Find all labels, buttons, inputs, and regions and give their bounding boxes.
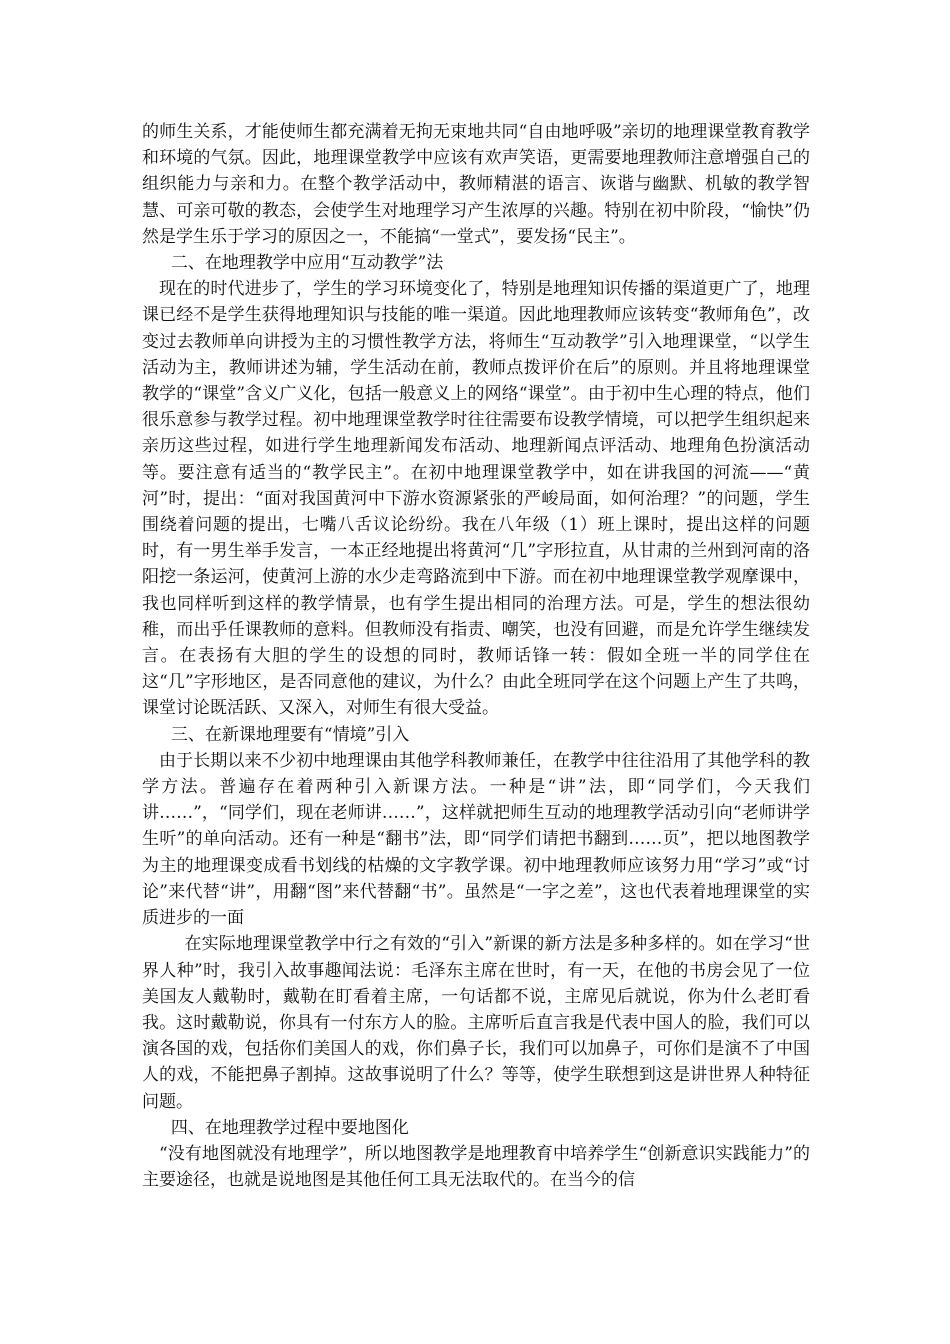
paragraph-interactive: 现在的时代进步了，学生的学习环境变化了，特别是地理知识传播的渠道更广了，地理课已经不是学生获得地理知识与技能的唯一渠道。因此地理教师应该转变“教师角色”，改变过去教师单向讲授为主的习惯性教学方法，将师生“互动教学”引入地理课堂，“以学生活动为主，教师讲述为辅，学生活动在前，教师点拨评价在后”的原则。并且将地理课堂教学的“课堂”含义广义化，包括一般意义上的网络“课堂”。由于初中生心理的特点，他们很乐意参与教学过程。初中地理课堂教学时往往需要布设教学情境，可以把学生组织起来亲历这些过程，如进行学生地理新闻发布活动、地理新闻点评活动、地理角色扮演活动等。要注意有适当的“教学民主”。在初中地理课堂教学中，如在讲我国的河流——“黄河”时，提出：“面对我国黄河中下游水资源紧张的严峻局面，如何治理？”的问题，学生围绕着问题的提出，七嘴八舌议论纷纷。我在八年级（1）班上课时，提出这样的问题时，有一男生举手发言，一本正经地提出将黄河“几”字形拉直，从甘肃的兰州到河南的洛阳挖一条运河，使黄河上游的水少走弯路流到中下游。而在初中地理课堂教学观摩课中，我也同样听到这样的教学情景，也有学生提出相同的治理方法。可是，学生的想法很幼稚，而出乎任课教师的意料。但教师没有指责、嘲笑，也没有回避，而是允许学生继续发言。在表扬有大胆的学生的设想的同时，教师话锋一转：假如全班一半的同学住在这“几”字形地区，是否同意他的建议，为什么？由此全班同学在这个问题上产生了共鸣，课堂讨论既活跃、又深入，对师生有很大受益。 (142, 279, 810, 719)
section-heading-2: 二、在地理教学中应用“互动教学”法 (170, 253, 444, 274)
paragraph-situation: 由于长期以来不少初中地理课由其他学科教师兼任，在教学中往往沿用了其他学科的教学方法。普遍存在着两种引入新课方法。一种是“讲”法，即“同学们，今天我们讲……”，“同学们，现在老师讲……”，这样就把师生互动的地理教学活动引向“老师讲学生听”的单向活动。还有一种是“翻书”法，即“同学们请把书翻到……页”，把以地图教学为主的地理课变成看书划线的枯燥的文字教学课。初中地理教师应该努力用“学习”或“讨论”来代替“讲”，用翻“图”来代替翻“书”。虽然是“一字之差”，这也代表着地理课堂的实质进步的一面 (142, 750, 810, 929)
paragraph-intro: 的师生关系，才能使师生都充满着无拘无束地共同“自由地呼吸”亲切的地理课堂教育教学和环境的气氛。因此，地理课堂教学中应该有欢声笑语，更需要地理教师注意增强自己的组织能力与亲和力。在整个教学活动中，教师精湛的语言、诙谐与幽默、机敏的教学智慧、可亲可敬的教态，会使学生对地理学习产生浓厚的兴趣。特别在初中阶段，“愉快”仍然是学生乐于学习的原因之一，不能搞“一堂式”，要发扬“民主”。 (142, 122, 810, 247)
section-heading-4: 四、在地理教学过程中要地图化 (170, 1117, 409, 1138)
paragraph-maps: “没有地图就没有地理学”，所以地图教学是地理教育中培养学生“创新意识实践能力”的主要途径，也就是说地图是其他任何工具无法取代的。在当今的信 (142, 1143, 810, 1191)
document-page (142, 119, 810, 1193)
section-heading-3: 三、在新课地理要有“情境”引入 (170, 724, 410, 745)
paragraph-story: 在实际地理课堂教学中行之有效的“引入”新课的新方法是多种多样的。如在学习“世界人种”时，我引入故事趣闻法说：毛泽东主席在世时，有一天，在他的书房会见了一位美国友人戴勒时，戴勒在盯看着主席，一句话都不说，主席见后就说，你为什么老盯看我。这时戴勒说，你具有一付东方人的脸。主席听后直言我是代表中国人的脸，我们可以演各国的戏，包括你们美国人的戏，你们鼻子长，我们可以加鼻子，可你们是演不了中国人的戏，不能把鼻子割掉。这故事说明了什么？等等，使学生联想到这是讲世界人种特征问题。 (142, 934, 810, 1112)
